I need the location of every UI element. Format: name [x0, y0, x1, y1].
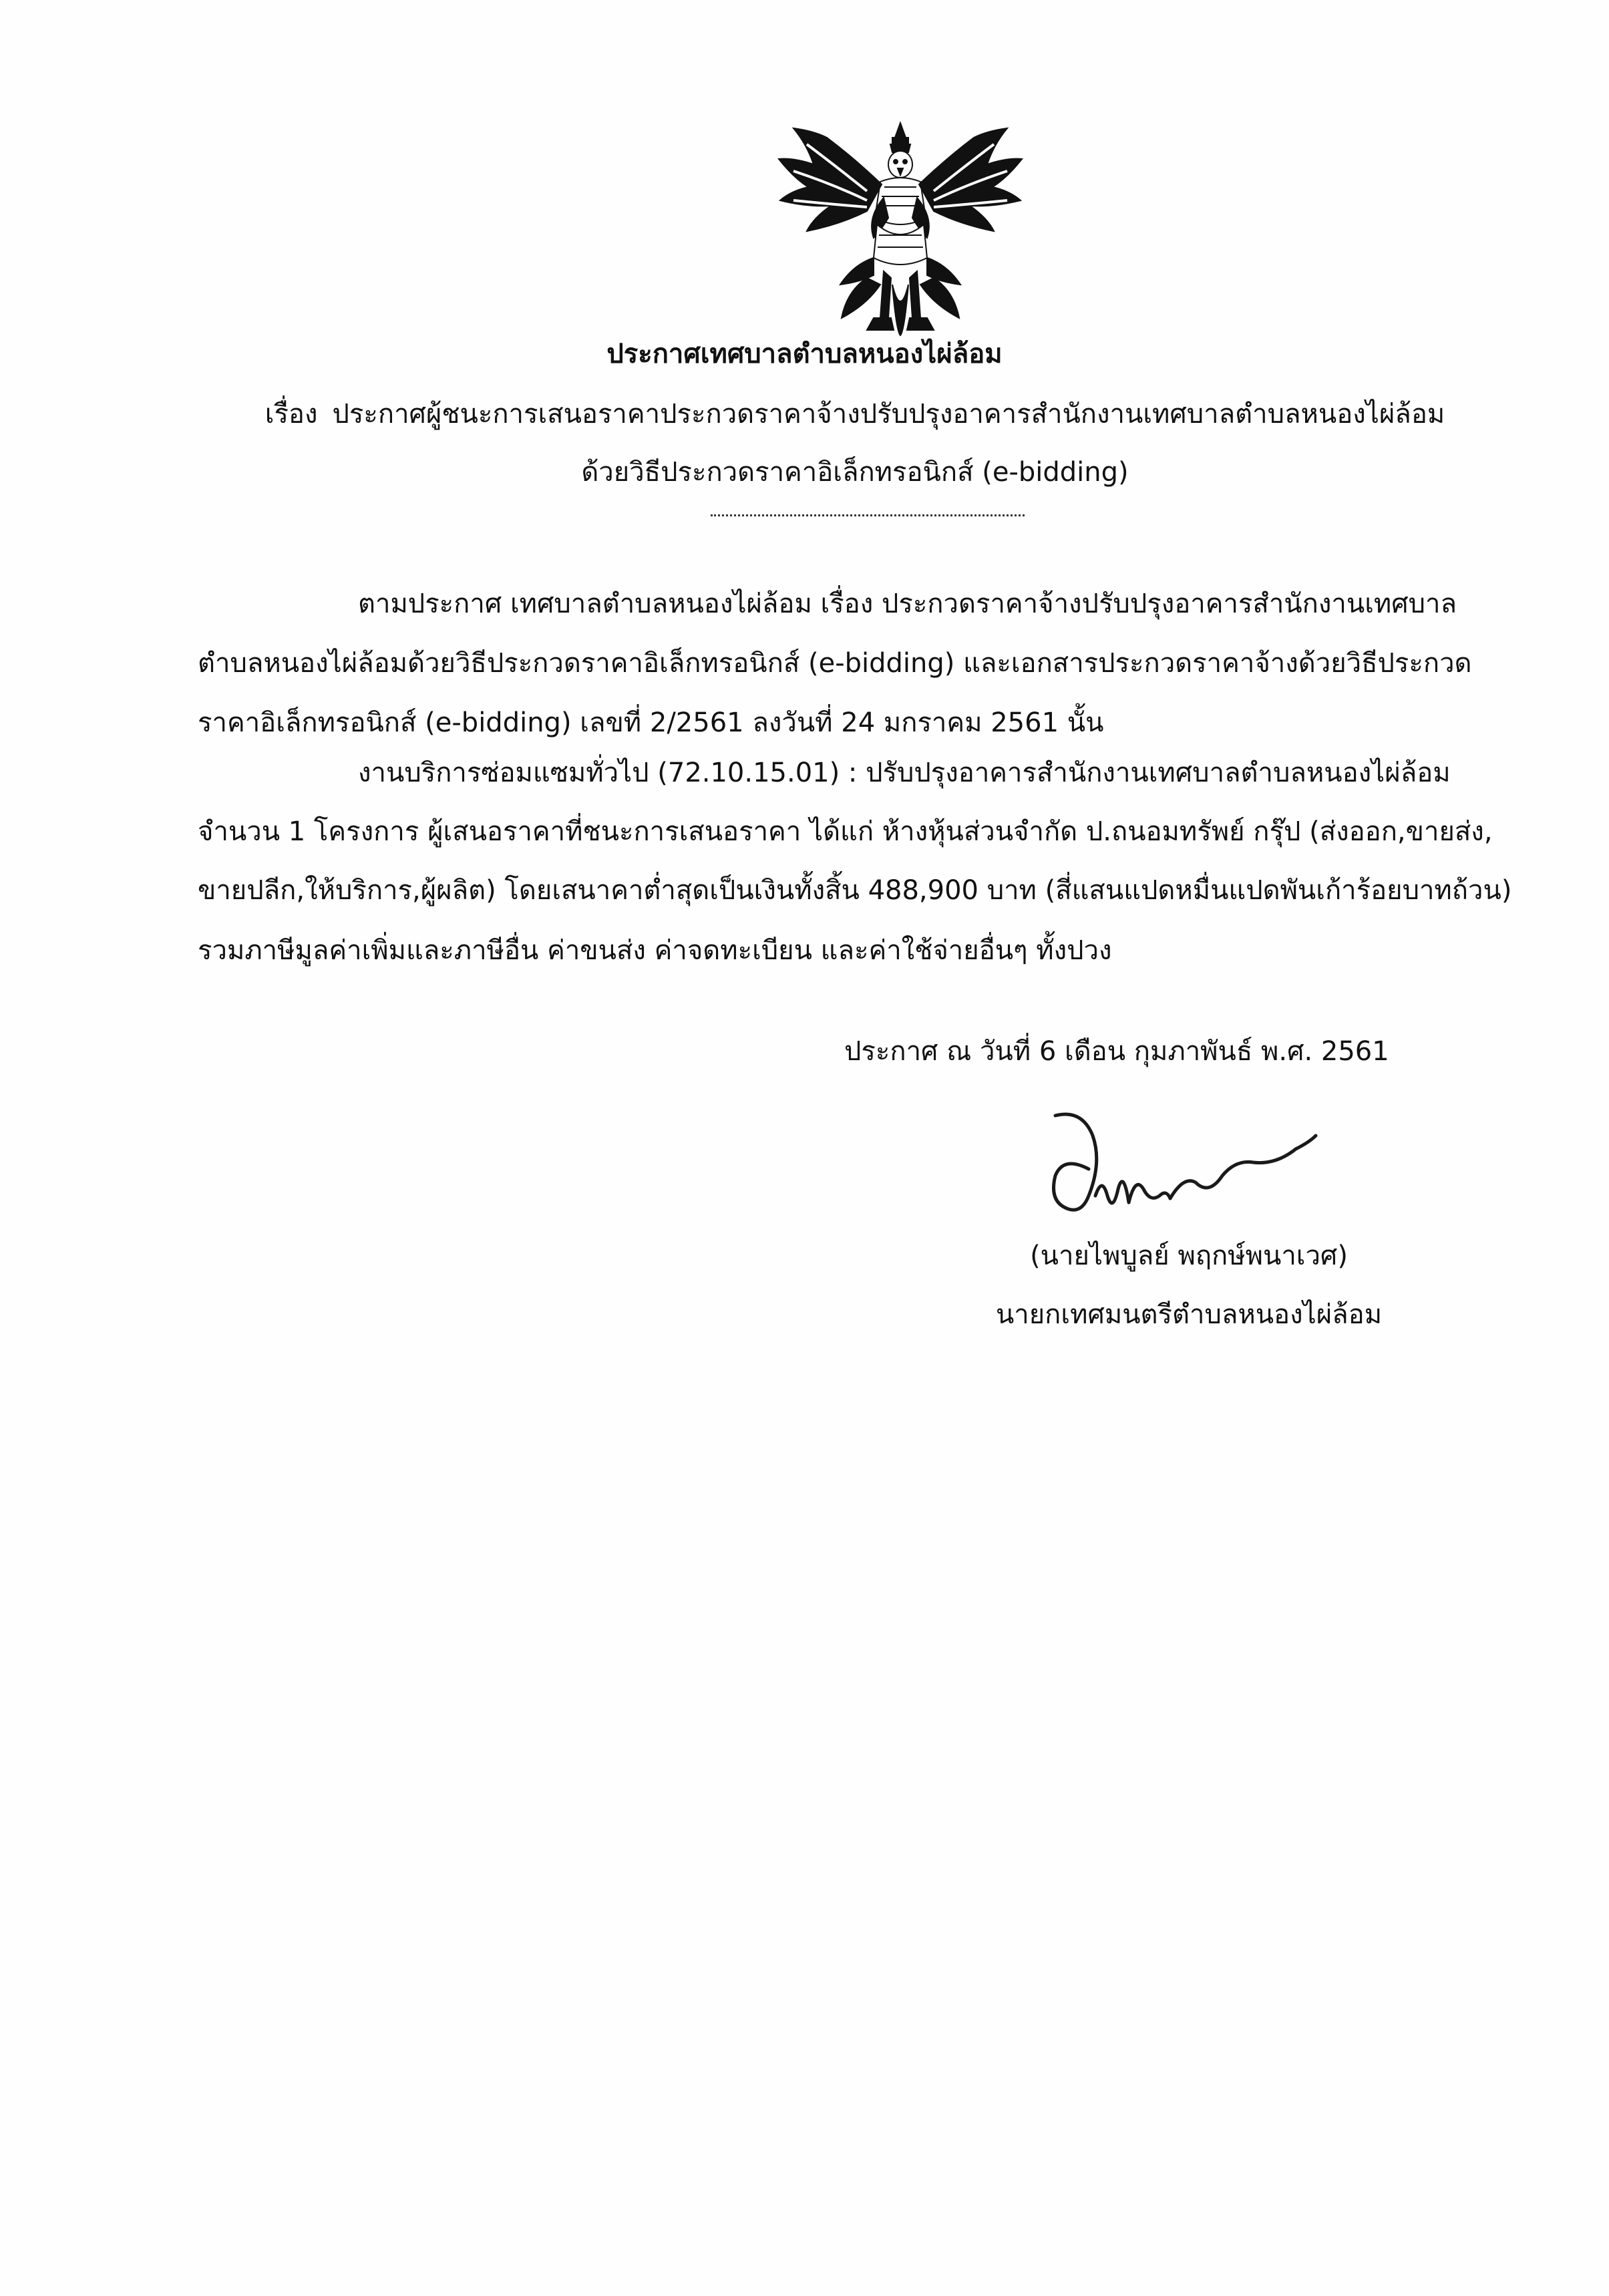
body-line-2: ตำบลหนองไผ่ล้อมด้วยวิธีประกวดราคาอิเล็กทรอนิกส์ (e-bidding) และเอกสารประกวดราคาจ้างด้วยวิธีประกวด — [198, 648, 1472, 679]
document-title: ประกาศเทศบาลตำบลหนองไผ่ล้อม — [606, 339, 1003, 369]
dotted-divider — [711, 514, 1025, 516]
announcement-date: ประกาศ ณ วันที่ 6 เดือน กุมภาพันธ์ พ.ศ. 2561 — [844, 1036, 1389, 1067]
body-line-1: ตามประกาศ เทศบาลตำบลหนองไผ่ล้อม เรื่อง ประกวดราคาจ้างปรับปรุงอาคารสำนักงานเทศบาล — [358, 589, 1457, 619]
garuda-emblem-icon — [767, 118, 1034, 338]
body-line-4: งานบริการซ่อมแซมทั่วไป (72.10.15.01) : ปรับปรุงอาคารสำนักงานเทศบาลตำบลหนองไผ่ล้อม — [358, 758, 1451, 788]
body-line-5: จำนวน 1 โครงการ ผู้เสนอราคาที่ชนะการเสนอราคา ได้แก่ ห้างหุ้นส่วนจำกัด ป.ถนอมทรัพย์ กรุ๊ป (ส่งออก,ขายส่ง, — [198, 816, 1493, 847]
subject-line-1 — [254, 394, 1456, 434]
subject-prefix: เรื่อง — [264, 399, 318, 430]
subject-text-1: ประกาศผู้ชนะการเสนอราคาประกวดราคาจ้างปรับปรุงอาคารสำนักงานเทศบาลตำบลหนองไผ่ล้อม — [332, 399, 1445, 430]
signer-name: (นายไพบูลย์ พฤกษ์พนาเวศ) — [1030, 1241, 1348, 1271]
signer-title: นายกเทศมนตรีตำบลหนองไผ่ล้อม — [995, 1299, 1383, 1330]
body-line-7: รวมภาษีมูลค่าเพิ่มและภาษีอื่น ค่าขนส่ง ค่าจดทะเบียน และค่าใช้จ่ายอื่นๆ ทั้งปวง — [198, 935, 1112, 966]
handwritten-signature-icon — [1029, 1096, 1322, 1229]
body-line-3: ราคาอิเล็กทรอนิกส์ (e-bidding) เลขที่ 2/2561 ลงวันที่ 24 มกราคม 2561 นั้น — [198, 707, 1104, 738]
subject-line-2: ด้วยวิธีประกวดราคาอิเล็กทรอนิกส์ (e-bidding) — [581, 457, 1129, 488]
body-line-6: ขายปลีก,ให้บริการ,ผู้ผลิต) โดยเสนาคาต่ำสุดเป็นเงินทั้งสิ้น 488,900 บาท (สี่แสนแปดหมื่นแปดพันเก้าร้อยบาทถ้วน) — [198, 875, 1512, 906]
